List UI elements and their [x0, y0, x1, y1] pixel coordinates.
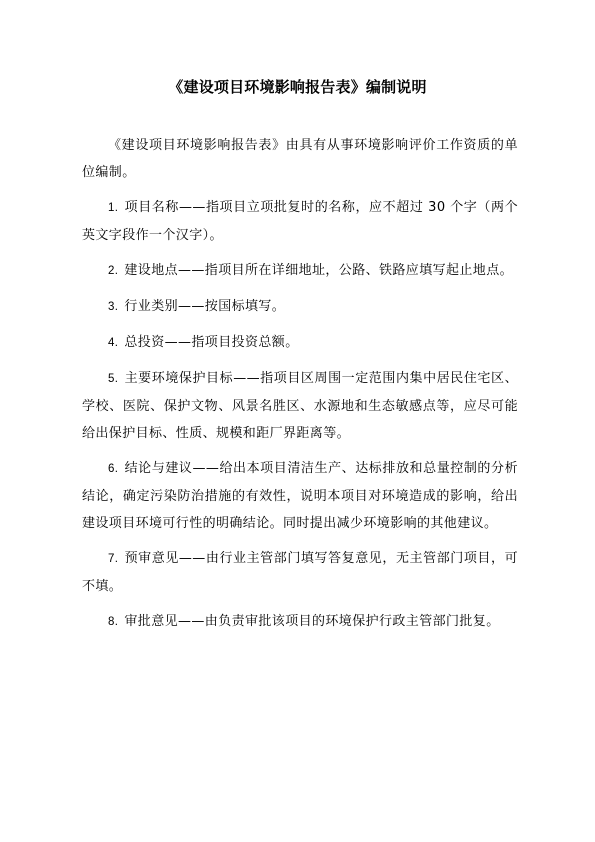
- list-number: 1.: [108, 202, 119, 214]
- list-item-6: [82, 455, 518, 537]
- list-number: 5.: [108, 373, 119, 385]
- list-number: 6.: [108, 463, 119, 475]
- list-number: 7.: [108, 553, 119, 565]
- list-item-5: [82, 365, 518, 447]
- list-item-8: [82, 608, 518, 636]
- list-item-4: [82, 329, 518, 357]
- paragraph-text: 审批意见——由负责审批该项目的环境保护行政主管部门批复。: [124, 614, 500, 629]
- list-item-2: [82, 257, 518, 285]
- paragraph-text: 结论与建议——给出本项目清洁生产、达标排放和总量控制的分析结论，确定污染防治措施的有效性，说明本项目对环境造成的影响，给出建设项目环境可行性的明确结论。同时提出减少环境影响的其他建议。: [82, 461, 518, 531]
- paragraph-text: 建设地点——指项目所在详细地址，公路、铁路应填写起止地点。: [124, 263, 514, 278]
- list-item-1: [82, 194, 518, 249]
- list-number: 8.: [108, 616, 119, 628]
- intro-paragraph: [82, 132, 518, 186]
- list-number: 2.: [108, 265, 119, 277]
- paragraph-text: 项目名称——指项目立项批复时的名称，应不超过 30 个字（两个英文字段作一个汉字）。: [82, 200, 518, 243]
- document-title: 《建设项目环境影响报告表》编制说明: [168, 78, 427, 96]
- paragraph-text: 主要环境保护目标——指项目区周围一定范围内集中居民住宅区、学校、医院、保护文物、风景名胜区、水源地和生态敏感点等，应尽可能给出保护目标、性质、规模和距厂界距离等。: [82, 371, 518, 441]
- list-item-7: [82, 545, 518, 600]
- paragraph-text: 预审意见——由行业主管部门填写答复意见，无主管部门项目，可不填。: [82, 551, 518, 594]
- list-item-3: [82, 293, 518, 321]
- paragraph-text: 《建设项目环境影响报告表》由具有从事环境影响评价工作资质的单位编制。: [82, 138, 518, 180]
- paragraph-text: 总投资——指项目投资总额。: [124, 335, 299, 350]
- list-number: 4.: [108, 337, 119, 349]
- list-number: 3.: [108, 301, 119, 313]
- document-body: [82, 132, 518, 644]
- paragraph-text: 行业类别——按国标填写。: [124, 299, 286, 314]
